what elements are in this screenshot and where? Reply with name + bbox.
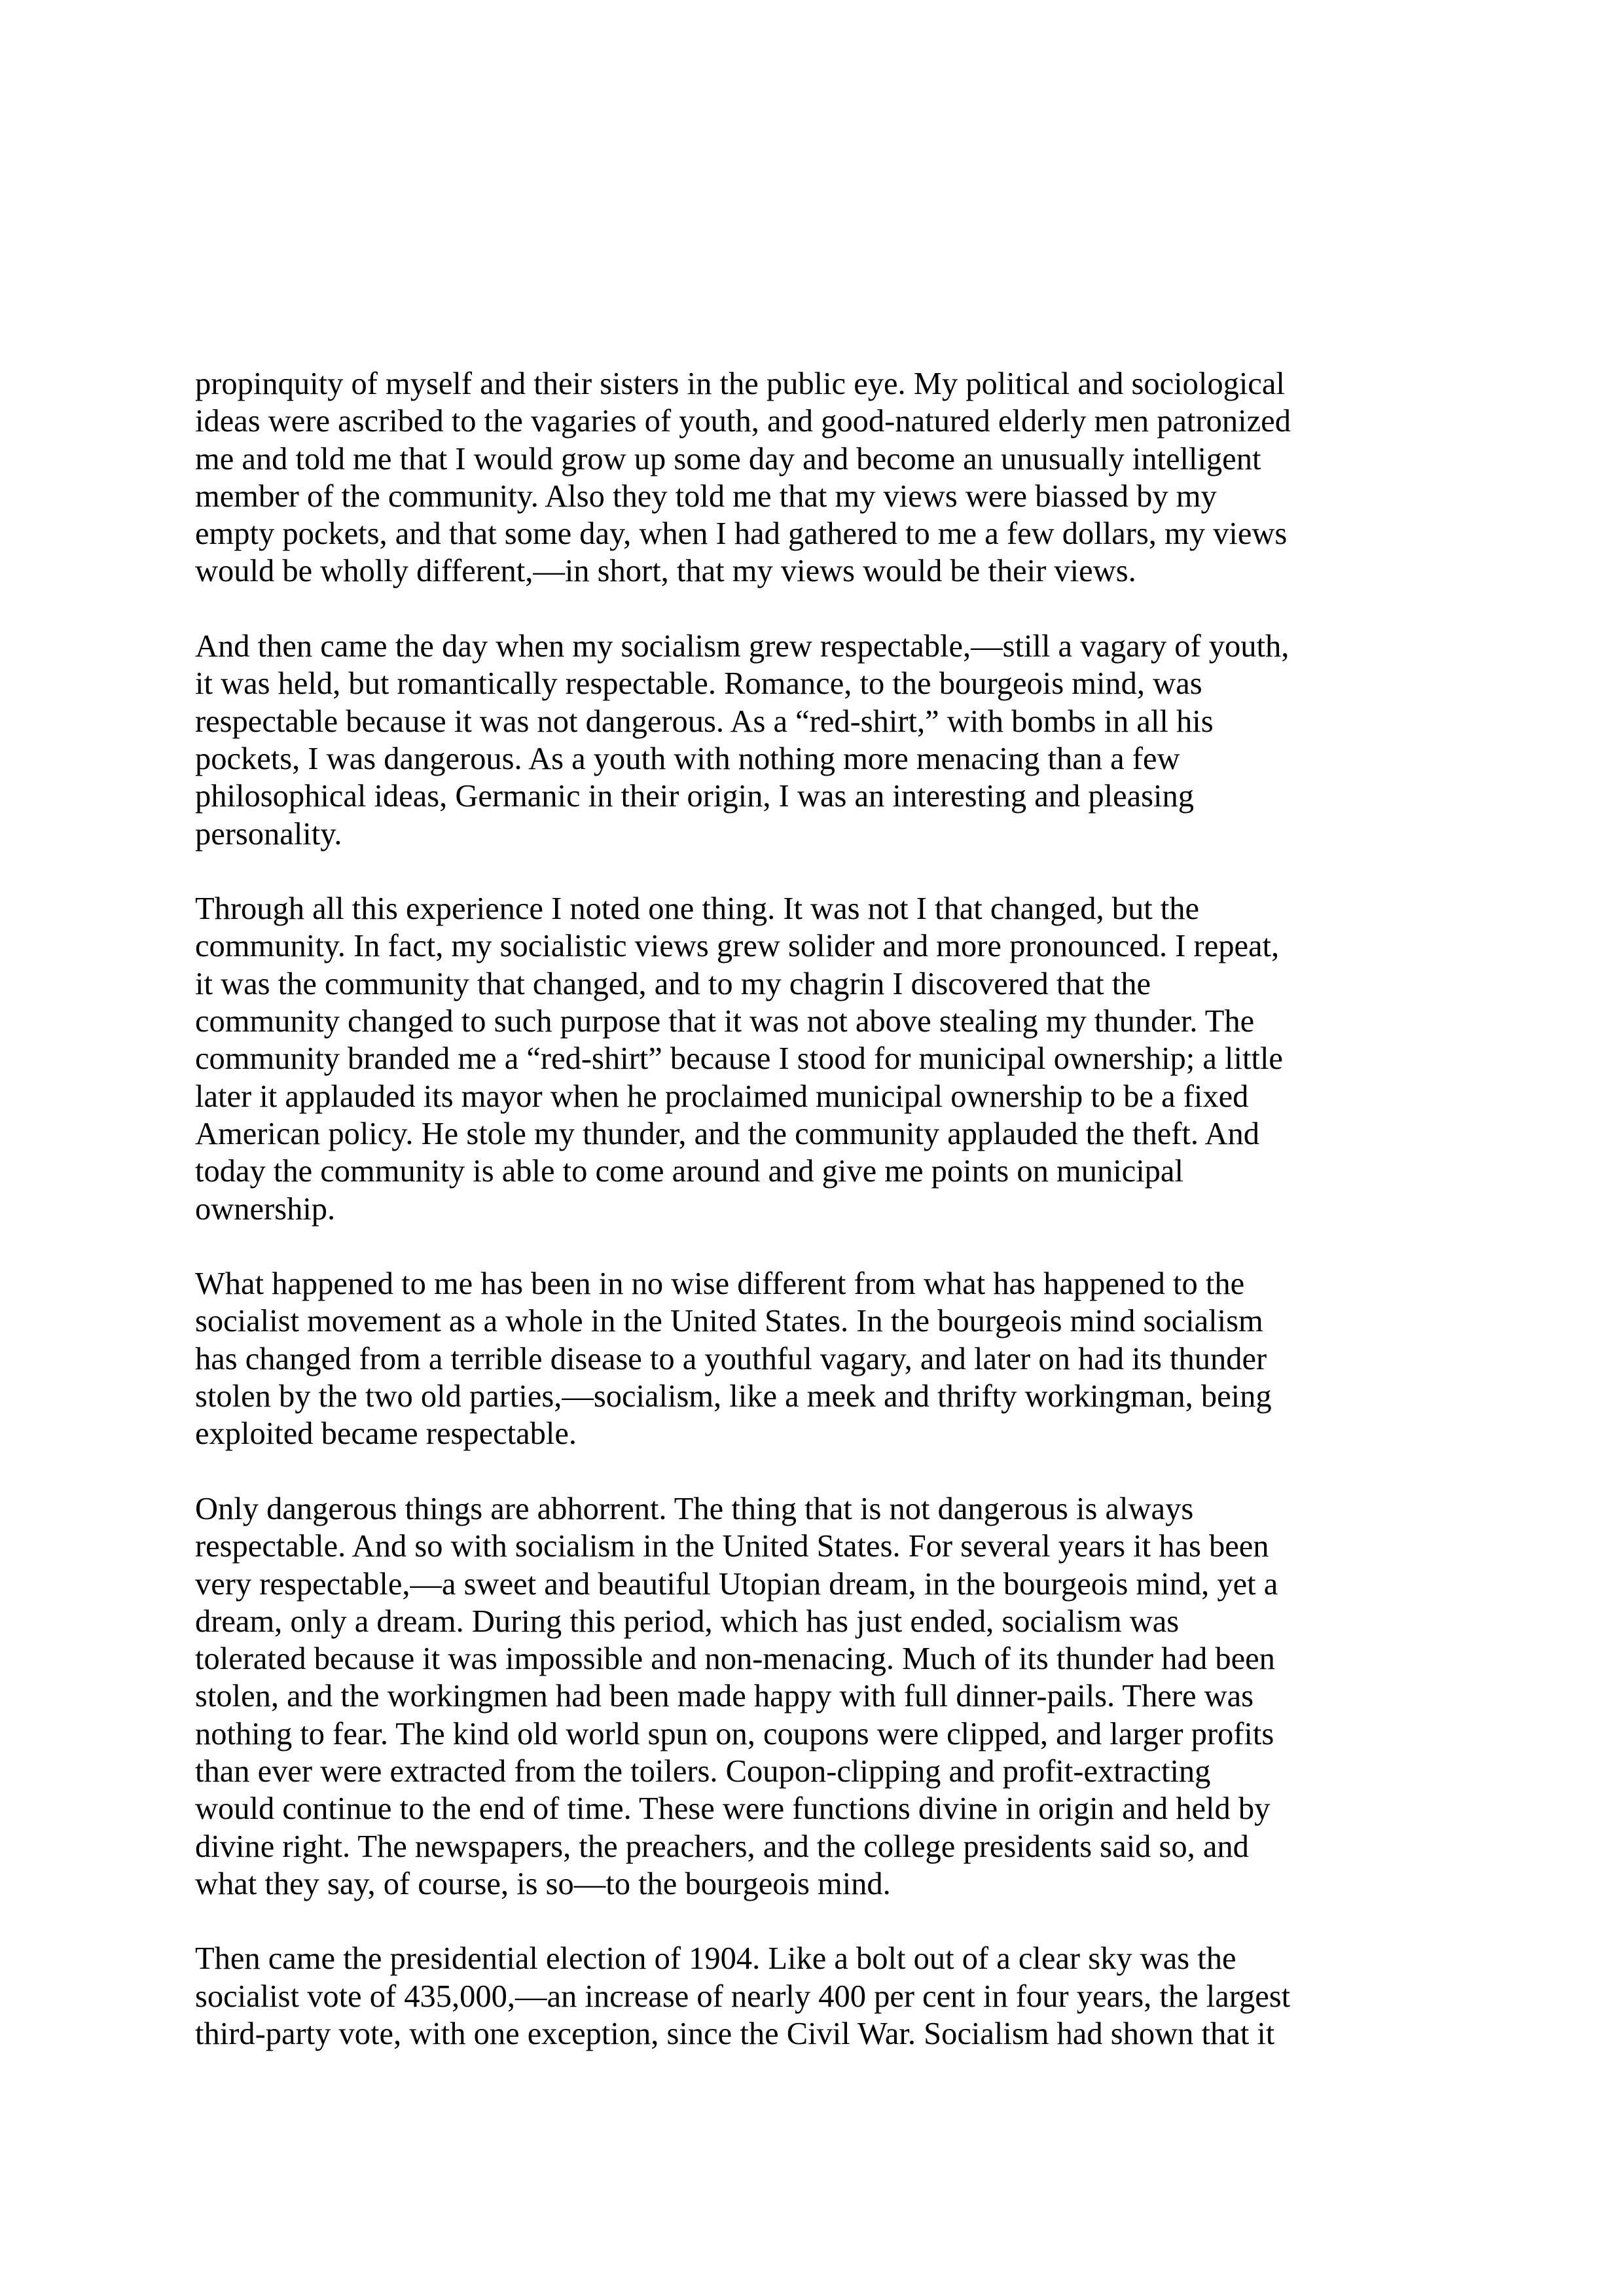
text-line: would be wholly different,—in short, that my views would be their views. bbox=[195, 554, 1136, 589]
text-line: member of the community. Also they told me that my views were biassed by my bbox=[195, 478, 1217, 514]
text-line: propinquity of myself and their sisters in the public eye. My political and sociological bbox=[195, 367, 1285, 401]
paragraph-1 bbox=[195, 365, 1367, 590]
text-line: Then came the presidential election of 1904. Like a bolt out of a clear sky was the bbox=[195, 1941, 1236, 1977]
text-line: philosophical ideas, Germanic in their origin, I was an interesting and pleasing bbox=[195, 779, 1194, 814]
text-line: respectable. And so with socialism in the United States. For several years it has been bbox=[195, 1529, 1269, 1564]
text-line: very respectable,—a sweet and beautiful Utopian dream, in the bourgeois mind, yet a bbox=[195, 1566, 1278, 1602]
text-line: socialist vote of 435,000,—an increase of nearly 400 per cent in four years, the largest bbox=[195, 1979, 1291, 2014]
text-line: later it applauded its mayor when he proclaimed municipal ownership to be a fixed bbox=[195, 1079, 1249, 1114]
text-line: divine right. The newspapers, the preachers, and the college presidents said so, and bbox=[195, 1829, 1249, 1864]
paragraph-2 bbox=[195, 628, 1367, 853]
text-line: respectable because it was not dangerous. As a “red-shirt,” with bombs in all his bbox=[195, 704, 1214, 739]
paragraph-6 bbox=[195, 1940, 1367, 2053]
text-line: would continue to the end of time. These were functions divine in origin and held by bbox=[195, 1791, 1271, 1827]
text-line: stolen by the two old parties,—socialism, like a meek and thrifty workingman, being bbox=[195, 1379, 1272, 1414]
body-text bbox=[195, 365, 1367, 2090]
text-line: What happened to me has been in no wise different from what has happened to the bbox=[195, 1266, 1245, 1302]
text-line: American policy. He stole my thunder, and the community applauded the theft. And bbox=[195, 1116, 1259, 1151]
paragraph-3 bbox=[195, 890, 1367, 1228]
paragraph-5 bbox=[195, 1490, 1367, 1903]
text-line: dream, only a dream. During this period, which has just ended, socialism was bbox=[195, 1604, 1180, 1639]
text-line: today the community is able to come around and give me points on municipal bbox=[195, 1154, 1183, 1189]
text-line: community branded me a “red-shirt” because I stood for municipal ownership; a little bbox=[195, 1041, 1283, 1077]
text-line: tolerated because it was impossible and non-menacing. Much of its thunder had been bbox=[195, 1641, 1275, 1677]
text-line: exploited became respectable. bbox=[195, 1416, 577, 1452]
text-line: nothing to fear. The kind old world spun on, coupons were clipped, and larger profits bbox=[195, 1716, 1274, 1751]
text-line: what they say, of course, is so—to the bourgeois mind. bbox=[195, 1866, 891, 1901]
text-line: me and told me that I would grow up some day and become an unusually intelligent bbox=[195, 441, 1261, 476]
text-line: pockets, I was dangerous. As a youth with nothing more menacing than a few bbox=[195, 741, 1180, 776]
text-line: personality. bbox=[195, 816, 342, 852]
text-line: Through all this experience I noted one thing. It was not I that changed, but the bbox=[195, 891, 1200, 927]
paragraph-4 bbox=[195, 1265, 1367, 1452]
text-line: stolen, and the workingmen had been made happy with full dinner-pails. There was bbox=[195, 1679, 1254, 1714]
text-line: than ever were extracted from the toilers. Coupon-clipping and profit-extracting bbox=[195, 1753, 1211, 1789]
text-line: And then came the day when my socialism grew respectable,—still a vagary of youth, bbox=[195, 629, 1290, 664]
text-line: community. In fact, my socialistic views grew solider and more pronounced. I repeat, bbox=[195, 929, 1280, 964]
text-line: ideas were ascribed to the vagaries of youth, and good-natured elderly men patronized bbox=[195, 404, 1291, 439]
text-line: empty pockets, and that some day, when I had gathered to me a few dollars, my views bbox=[195, 516, 1288, 552]
text-line: Only dangerous things are abhorrent. The thing that is not dangerous is always bbox=[195, 1491, 1194, 1526]
text-line: socialist movement as a whole in the United States. In the bourgeois mind socialism bbox=[195, 1304, 1263, 1339]
text-line: ownership. bbox=[195, 1191, 336, 1227]
text-line: has changed from a terrible disease to a youthful vagary, and later on had its thunder bbox=[195, 1341, 1267, 1376]
text-line: it was held, but romantically respectable. Romance, to the bourgeois mind, was bbox=[195, 666, 1202, 702]
text-line: it was the community that changed, and to my chagrin I discovered that the bbox=[195, 966, 1151, 1001]
text-line: community changed to such purpose that it was not above stealing my thunder. The bbox=[195, 1004, 1255, 1039]
text-line: third-party vote, with one exception, since the Civil War. Socialism had shown that it bbox=[195, 2017, 1275, 2052]
